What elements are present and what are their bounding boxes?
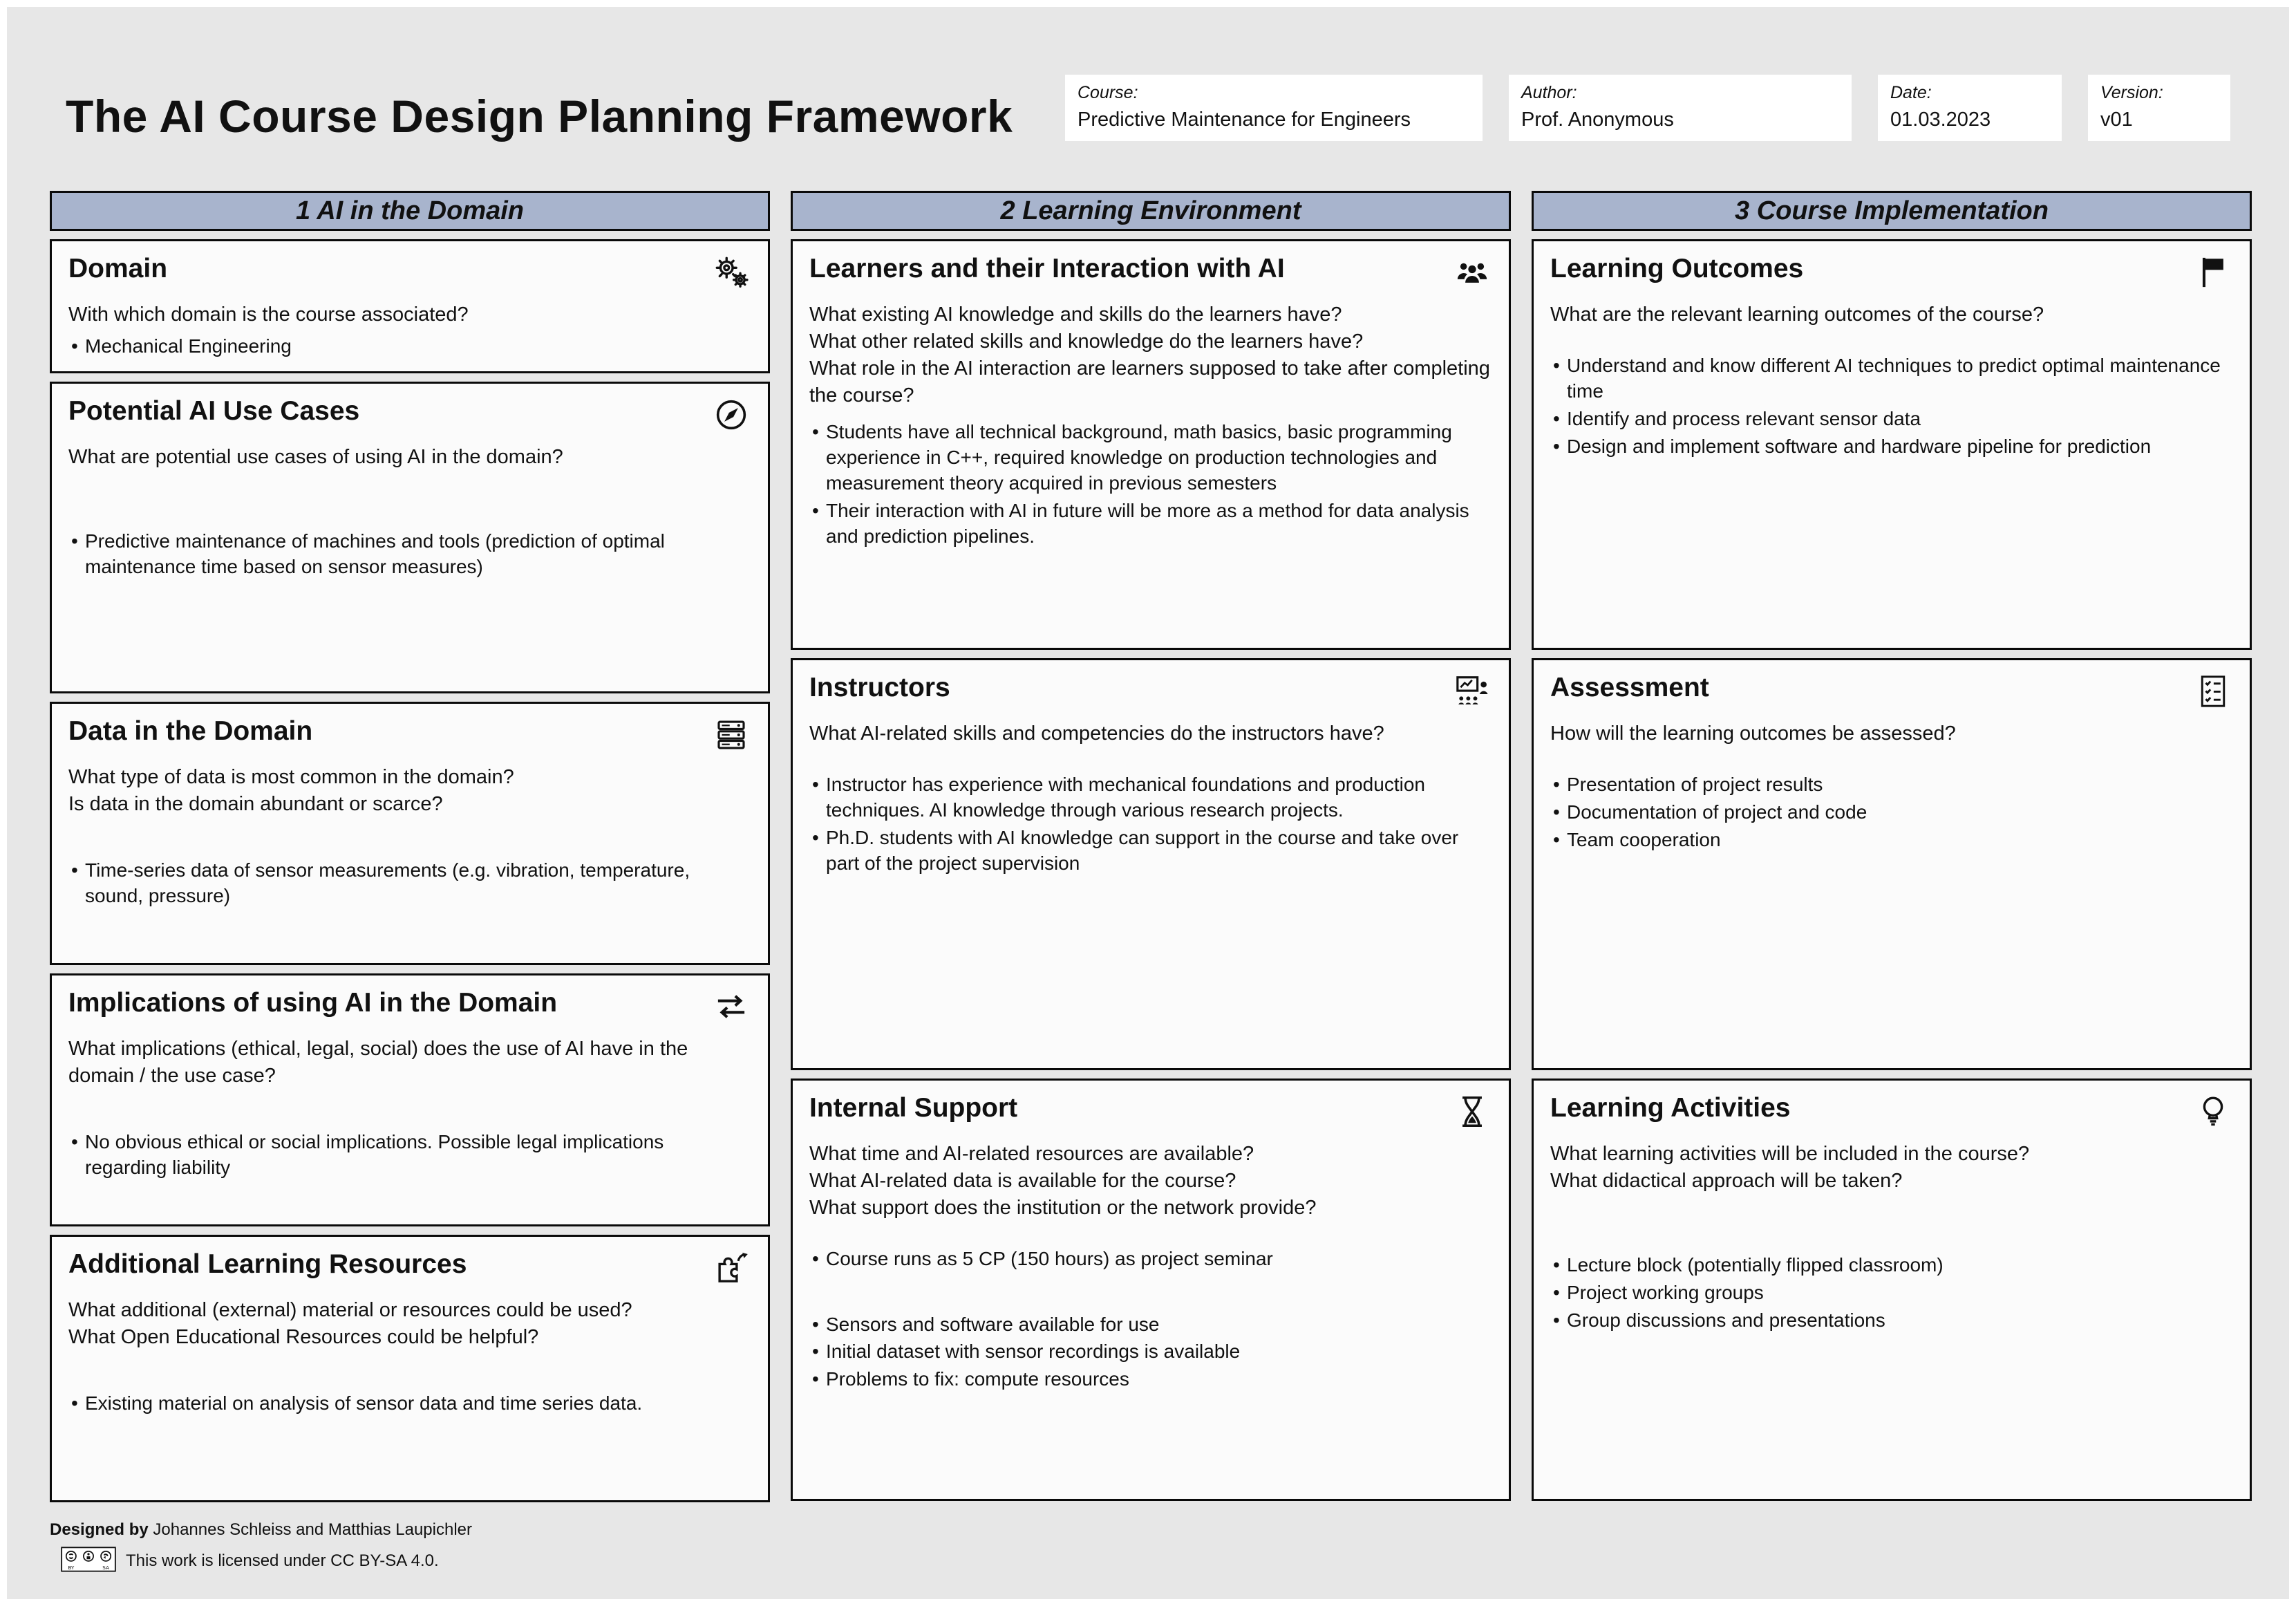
bullet-item: • Team cooperation — [1550, 828, 2232, 853]
box-title-use-cases: Potential AI Use Cases — [68, 396, 360, 426]
main-grid — [50, 191, 2252, 1502]
question: Is data in the domain abundant or scarce? — [68, 792, 443, 815]
header-fields — [1065, 75, 2230, 141]
hourglass-icon — [1453, 1093, 1491, 1134]
designed-by-label: Designed by — [50, 1520, 149, 1539]
puzzle-arrow-icon — [713, 1249, 750, 1290]
compass-icon — [713, 396, 750, 437]
box-title-data: Data in the Domain — [68, 716, 313, 746]
version-field — [2088, 75, 2230, 141]
version-value: v01 — [2100, 109, 2133, 131]
course-label: Course: — [1078, 83, 1138, 102]
course-value: Predictive Maintenance for Engineers — [1078, 109, 1411, 131]
question: What type of data is most common in the domain? — [68, 766, 514, 788]
group-icon — [1453, 254, 1491, 295]
question: What role in the AI interaction are learners supposed to take after completing the course? — [809, 357, 1490, 407]
bullet-item: • Initial dataset with sensor recordings is available — [809, 1339, 1491, 1365]
question: What are the relevant learning outcomes of the course? — [1550, 304, 2044, 326]
box-assessment — [1532, 658, 2252, 1070]
bullet-item: • Mechanical Engineering — [68, 334, 750, 360]
question: What time and AI-related resources are available? — [809, 1143, 1254, 1165]
question: What existing AI knowledge and skills do the learners have? — [809, 304, 1342, 326]
bullet-item: • Predictive maintenance of machines and tools (prediction of optimal maintenance time based on sensor measures) — [68, 529, 750, 580]
box-title-resources: Additional Learning Resources — [68, 1249, 467, 1279]
box-learning-outcomes — [1532, 239, 2252, 650]
course-field — [1065, 75, 1483, 141]
bullet-item: • Time-series data of sensor measurements (e.g. vibration, temperature, sound, pressure) — [68, 858, 750, 909]
question: What support does the institution or the network provide? — [809, 1196, 1317, 1219]
bullet-item: • No obvious ethical or social implications. Possible legal implications regarding liability — [68, 1130, 750, 1181]
author-label: Author: — [1521, 83, 1577, 102]
bullet-item: • Design and implement software and hardware pipeline for prediction — [1550, 434, 2232, 460]
designed-by-names: Johannes Schleiss and Matthias Laupichler — [153, 1520, 472, 1539]
box-implications — [50, 973, 770, 1226]
box-data-in-domain — [50, 702, 770, 965]
bullet-item: • Documentation of project and code — [1550, 800, 2232, 825]
column-learning-environment — [791, 191, 1511, 1502]
presenter-icon — [1453, 673, 1491, 713]
box-title-domain: Domain — [68, 254, 168, 283]
framework-canvas — [7, 7, 2289, 1599]
bullet-item: • Project working groups — [1550, 1280, 2232, 1306]
column-ai-in-domain — [50, 191, 770, 1502]
cc-by-sa-icon — [61, 1547, 116, 1576]
question: What didactical approach will be taken? — [1550, 1169, 1903, 1192]
lightbulb-icon — [2194, 1093, 2232, 1134]
box-instructors — [791, 658, 1511, 1070]
question: What AI-related skills and competencies do the instructors have? — [809, 722, 1384, 745]
bullet-item: • Problems to fix: compute resources — [809, 1367, 1491, 1392]
box-domain — [50, 239, 770, 373]
bullet-item: • Sensors and software available for use — [809, 1312, 1491, 1338]
box-additional-resources — [50, 1235, 770, 1502]
box-title-support: Internal Support — [809, 1093, 1018, 1123]
date-label: Date: — [1890, 83, 1932, 102]
box-internal-support — [791, 1079, 1511, 1501]
author-field — [1509, 75, 1852, 141]
header — [7, 7, 2289, 142]
bullet-item: • Their interaction with AI in future will be more as a method for data analysis and prediction pipelines. — [809, 498, 1491, 550]
bullet-item: • Understand and know different AI techniques to predict optimal maintenance time — [1550, 353, 2232, 404]
box-use-cases — [50, 382, 770, 693]
question: With which domain is the course associated? — [68, 304, 469, 326]
box-title-learners: Learners and their Interaction with AI — [809, 254, 1285, 283]
box-learners — [791, 239, 1511, 650]
question: What additional (external) material or resources could be used? — [68, 1299, 632, 1321]
box-title-assessment: Assessment — [1550, 673, 1709, 702]
svg-text:SA: SA — [102, 1564, 110, 1571]
box-title-instructors: Instructors — [809, 673, 950, 702]
author-value: Prof. Anonymous — [1521, 109, 1674, 131]
flag-icon — [2194, 254, 2232, 295]
bullet-item: • Group discussions and presentations — [1550, 1308, 2232, 1334]
svg-text:BY: BY — [68, 1564, 75, 1571]
bullet-item: • Instructor has experience with mechanical foundations and production techniques. AI knowledge through various research projects. — [809, 772, 1491, 823]
footer — [50, 1520, 2289, 1576]
column-header-3: 3 Course Implementation — [1532, 191, 2252, 231]
box-title-outcomes: Learning Outcomes — [1550, 254, 1804, 283]
bullet-item: • Existing material on analysis of sensor data and time series data. — [68, 1391, 750, 1417]
designed-by-line — [50, 1520, 2289, 1540]
question: What other related skills and knowledge do the learners have? — [809, 330, 1364, 353]
page-title: The AI Course Design Planning Framework — [66, 91, 1013, 142]
bullet-item: • Students have all technical background, math basics, basic programming experience in C++, required knowledge on production technologies and measurement theory acquired in previous semesters — [809, 420, 1491, 496]
question: What Open Educational Resources could be helpful? — [68, 1325, 539, 1348]
date-value: 01.03.2023 — [1890, 109, 1991, 131]
question: What learning activities will be included in the course? — [1550, 1143, 2030, 1165]
bullet-item: • Presentation of project results — [1550, 772, 2232, 798]
database-icon — [713, 716, 750, 757]
license-text: This work is licensed under CC BY-SA 4.0. — [126, 1551, 439, 1570]
bullet-item: • Identify and process relevant sensor data — [1550, 407, 2232, 432]
box-learning-activities — [1532, 1079, 2252, 1501]
question: How will the learning outcomes be assessed? — [1550, 722, 1956, 745]
version-label: Version: — [2100, 83, 2163, 102]
bullet-item: • Course runs as 5 CP (150 hours) as project seminar — [809, 1246, 1491, 1272]
bullet-item: • Ph.D. students with AI knowledge can support in the course and take over part of the project supervision — [809, 825, 1491, 877]
date-field — [1878, 75, 2062, 141]
arrows-icon — [713, 988, 750, 1029]
question: What AI-related data is available for the course? — [809, 1169, 1236, 1192]
checklist-icon — [2194, 673, 2232, 713]
question: What are potential use cases of using AI in the domain? — [68, 446, 563, 468]
column-course-implementation — [1532, 191, 2252, 1502]
gears-icon — [713, 254, 750, 295]
license-line — [50, 1547, 2289, 1576]
box-title-implications: Implications of using AI in the Domain — [68, 988, 558, 1018]
column-header-1: 1 AI in the Domain — [50, 191, 770, 231]
box-title-activities: Learning Activities — [1550, 1093, 1791, 1123]
column-header-2: 2 Learning Environment — [791, 191, 1511, 231]
bullet-item: • Lecture block (potentially flipped classroom) — [1550, 1253, 2232, 1278]
question: What implications (ethical, legal, social) does the use of AI have in the domain / the use case? — [68, 1038, 688, 1087]
